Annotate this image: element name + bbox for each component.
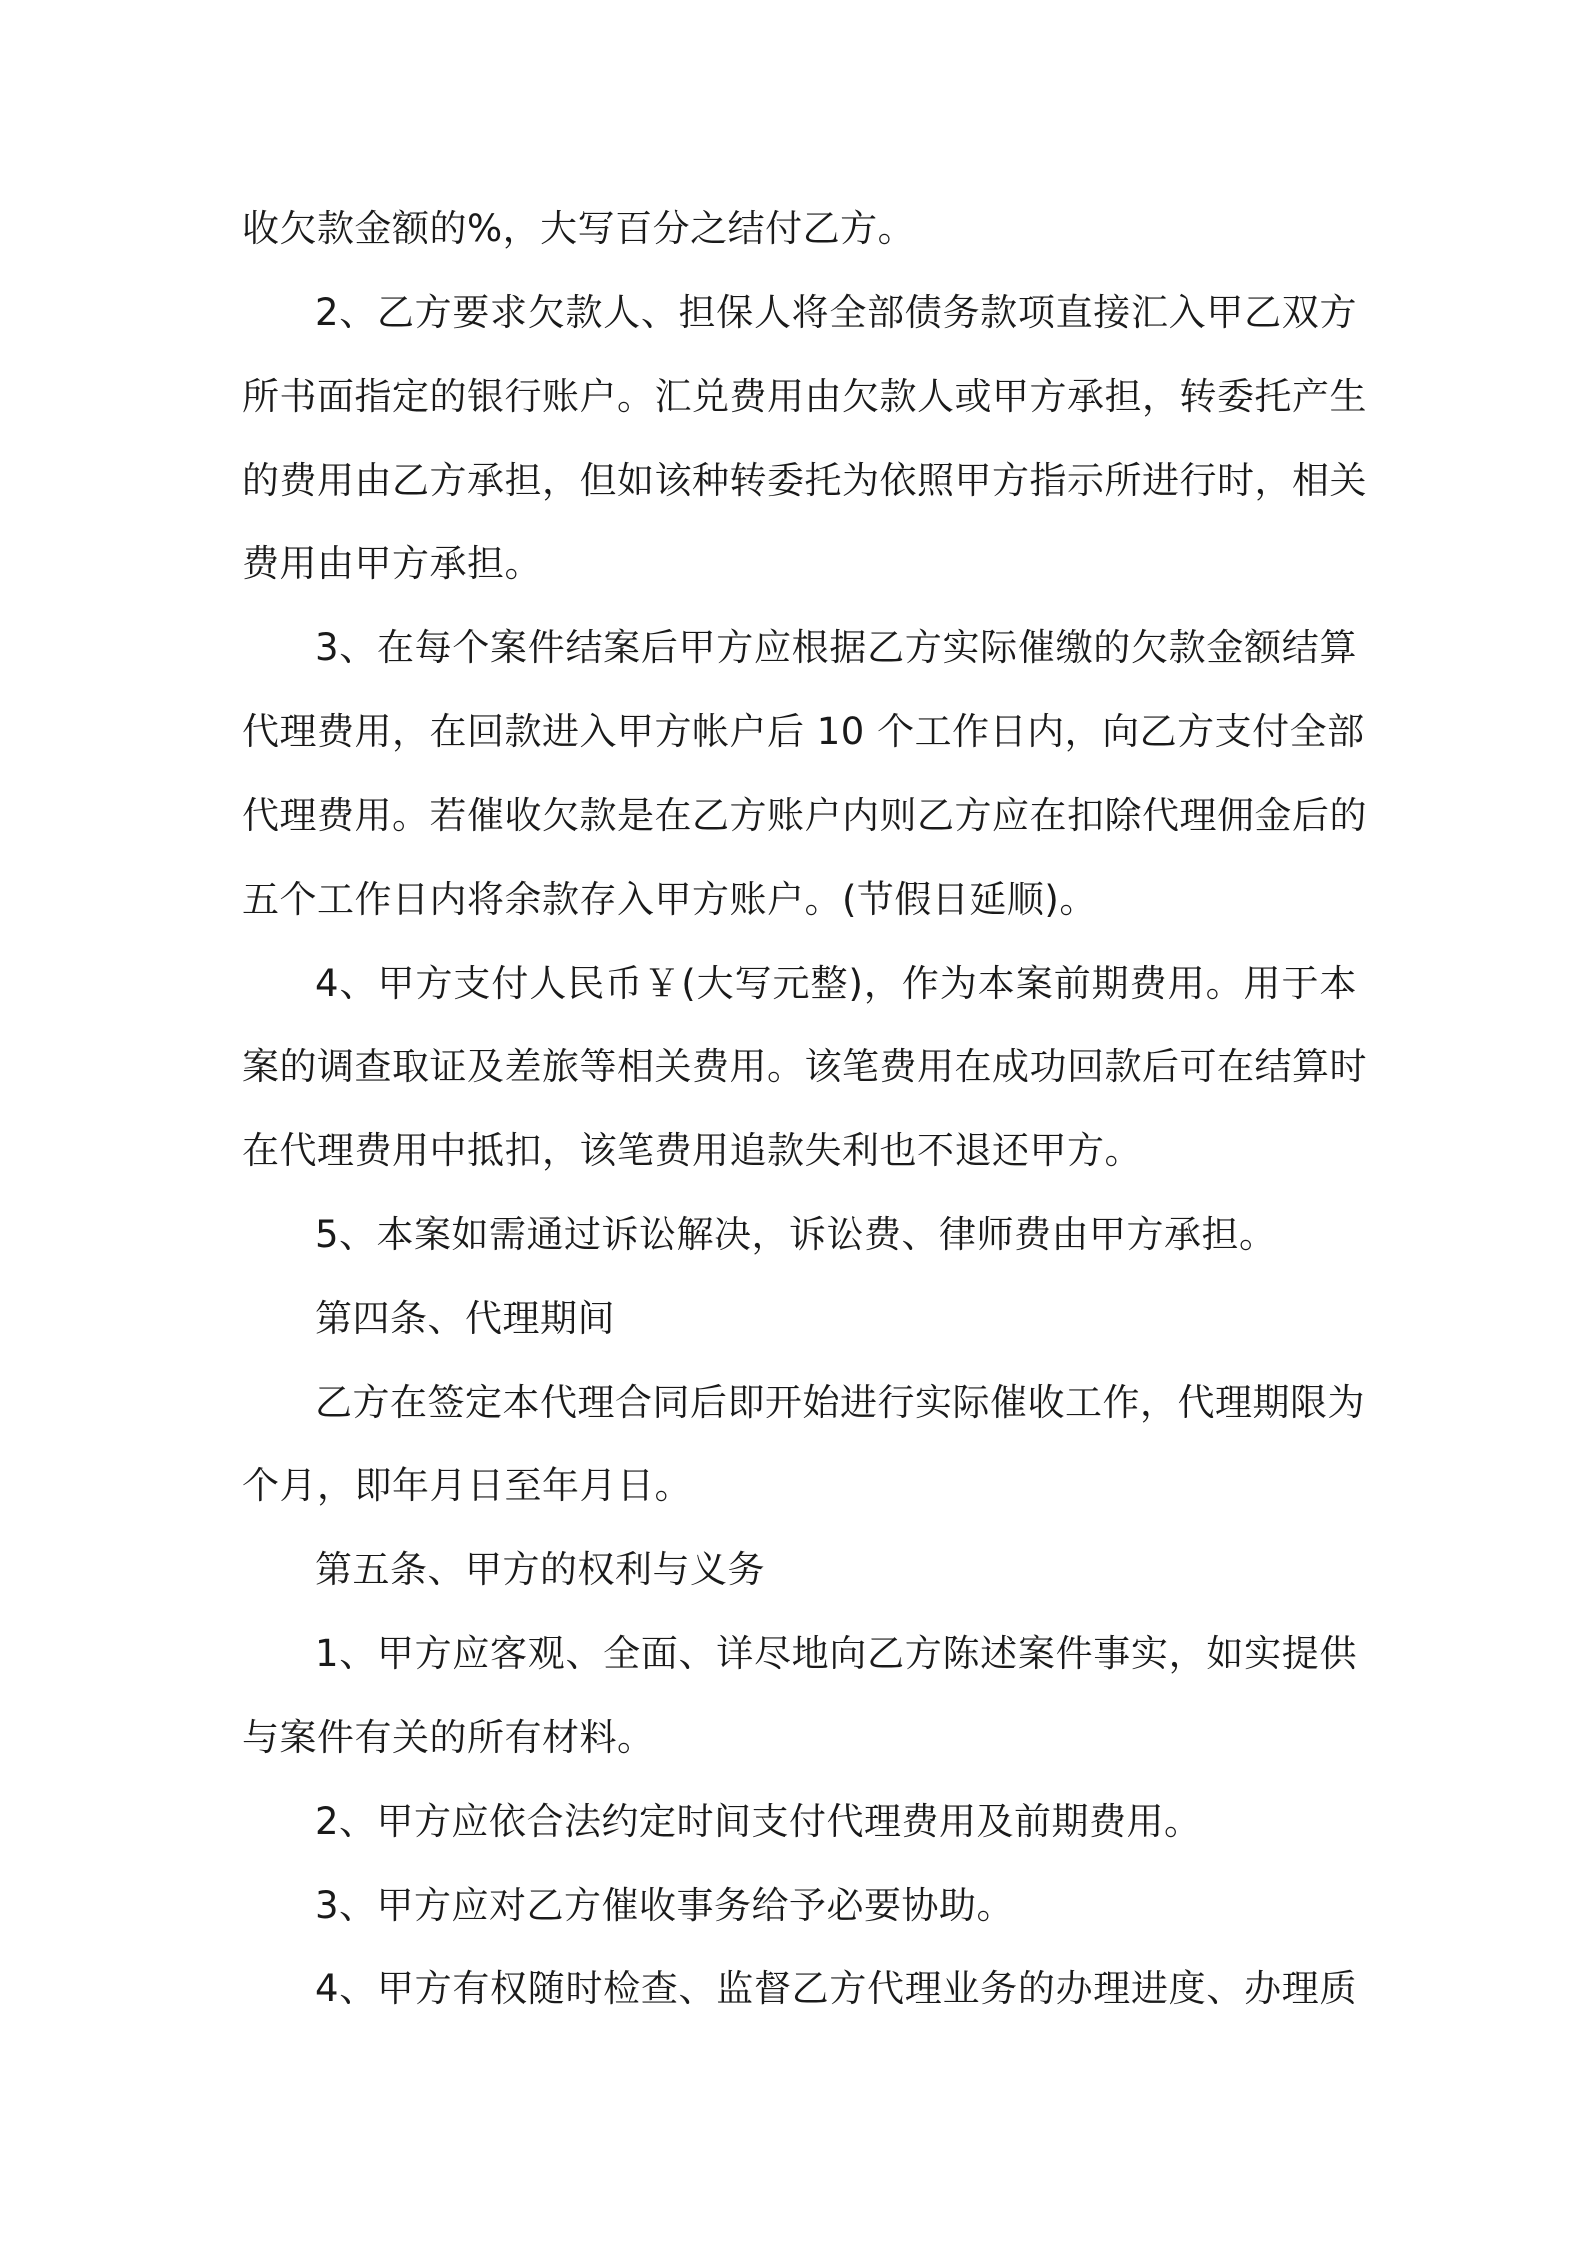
- text-line: 乙方在签定本代理合同后即开始进行实际催收工作，代理期限为: [315, 1381, 1365, 1424]
- text-line: 案的调查取证及差旅等相关费用。该笔费用在成功回款后可在结算时: [242, 1045, 1367, 1088]
- text-line: 代理费用。若催收欠款是在乙方账户内则乙方应在扣除代理佣金后的: [242, 794, 1367, 837]
- text-line: 5、本案如需通过诉讼解决，诉讼费、律师费由甲方承担。: [315, 1213, 1277, 1256]
- text-line: 与案件有关的所有材料。: [242, 1716, 655, 1759]
- text-line: 4、甲方支付人民币￥(大写元整)，作为本案前期费用。用于本: [315, 962, 1357, 1005]
- text-line: 收欠款金额的%，大写百分之结付乙方。: [242, 207, 916, 250]
- text-line: 所书面指定的银行账户。汇兑费用由欠款人或甲方承担，转委托产生: [242, 375, 1367, 418]
- text-line: 个月，即年月日至年月日。: [242, 1464, 692, 1507]
- text-line: 五个工作日内将余款存入甲方账户。(节假日延顺)。: [242, 878, 1097, 921]
- text-line: 代理费用，在回款进入甲方帐户后 10 个工作日内，向乙方支付全部: [242, 710, 1365, 753]
- text-line: 的费用由乙方承担，但如该种转委托为依照甲方指示所进行时，相关: [242, 459, 1367, 502]
- text-line: 费用由甲方承担。: [242, 542, 542, 585]
- section-heading: 第五条、甲方的权利与义务: [315, 1548, 765, 1591]
- text-line: 1、甲方应客观、全面、详尽地向乙方陈述案件事实，如实提供: [315, 1632, 1357, 1675]
- text-line: 3、在每个案件结案后甲方应根据乙方实际催缴的欠款金额结算: [315, 626, 1357, 669]
- text-line: 4、甲方有权随时检查、监督乙方代理业务的办理进度、办理质: [315, 1967, 1357, 2010]
- section-heading: 第四条、代理期间: [315, 1297, 615, 1340]
- text-line: 在代理费用中抵扣，该笔费用追款失利也不退还甲方。: [242, 1129, 1142, 1172]
- text-line: 2、乙方要求欠款人、担保人将全部债务款项直接汇入甲乙双方: [315, 291, 1357, 334]
- text-line: 2、甲方应依合法约定时间支付代理费用及前期费用。: [315, 1800, 1202, 1843]
- text-line: 3、甲方应对乙方催收事务给予必要协助。: [315, 1884, 1015, 1927]
